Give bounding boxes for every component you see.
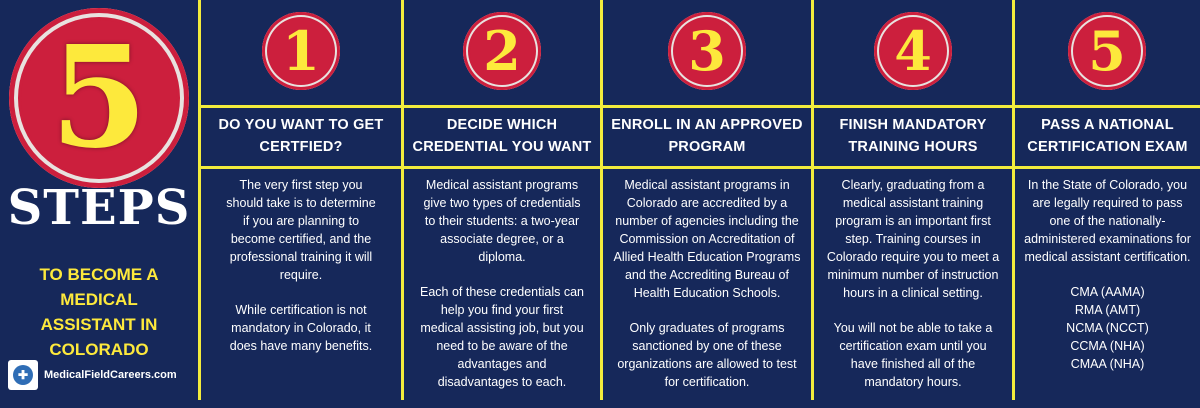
step-title: FINISH MANDATORY TRAINING HOURS: [839, 117, 987, 155]
step-paragraph: Medical assistant programs in Colorado are accredited by a number of agencies including the Commission on Accreditation of Allied Health Education Programs and the Accrediting Bureau of Health Education Schools.: [613, 178, 801, 300]
tagline: TO BECOME A MEDICAL ASSISTANT IN COLORADO: [39, 265, 159, 359]
brand-text: MedicalFieldCareers.com: [44, 369, 177, 381]
step-number-badge: [1068, 12, 1146, 90]
big-number-badge: [9, 8, 189, 188]
step-title: DECIDE WHICH CREDENTIAL YOU WANT: [412, 117, 592, 155]
step-paragraph: The very first step you should take is to determine if you are planning to become certified, and the professional training it will require.: [226, 178, 376, 282]
step-body: [826, 176, 1000, 408]
step-title: ENROLL IN AN APPROVED PROGRAM: [611, 117, 803, 155]
step-column-4: [814, 0, 1012, 400]
step-number: 1: [282, 19, 320, 83]
step-paragraph: You will not be able to take a certification exam until you have finished all of the mandatory hours.: [833, 321, 993, 389]
step-column-3: [603, 0, 811, 400]
step-title: PASS A NATIONAL CERTIFICATION EXAM: [1027, 117, 1188, 155]
step-paragraph: Only graduates of programs sanctioned by one of these organizations are allowed to test for certification.: [617, 321, 797, 389]
step-body: [1021, 176, 1194, 373]
big-number: 5: [50, 16, 148, 180]
step-body: [613, 176, 801, 408]
step-paragraph: Medical assistant programs give two types of credentials to their students: a two-year associate degree, or a diploma.: [423, 178, 581, 264]
certification-item: CMA (AAMA): [1070, 285, 1145, 299]
step-title: DO YOU WANT TO GET CERTFIED?: [218, 117, 384, 155]
step-number: 4: [894, 19, 932, 83]
step-paragraph: While certification is not mandatory in Colorado, it does have many benefits.: [229, 303, 373, 353]
step-number-badge: [668, 12, 746, 90]
step-paragraph: Each of these credentials can help you find your first medical assisting job, but you need to be aware of the advantages and disadvantages to each.: [420, 285, 584, 389]
certification-item: CMAA (NHA): [1070, 357, 1145, 371]
steps-heading: STEPS: [7, 180, 191, 236]
certification-list: [1021, 283, 1194, 373]
step-column-1: [201, 0, 401, 400]
certification-item: CCMA (NHA): [1070, 339, 1145, 353]
brand: [8, 358, 177, 392]
step-number-badge: [463, 12, 541, 90]
certification-item: NCMA (NCCT): [1066, 321, 1149, 335]
step-number-badge: [874, 12, 952, 90]
step-number-badge: [262, 12, 340, 90]
left-panel: [0, 0, 198, 400]
medical-logo-icon: ✚: [8, 360, 38, 390]
step-paragraph: In the State of Colorado, you are legally required to pass one of the nationally-administered examinations for medical assistant certification.: [1024, 178, 1191, 264]
step-column-2: [404, 0, 600, 400]
certification-item: RMA (AMT): [1074, 303, 1141, 317]
step-body: [418, 176, 586, 408]
step-number: 3: [688, 19, 726, 83]
step-body: [223, 176, 379, 372]
step-number: 5: [1088, 19, 1126, 83]
step-paragraph: Clearly, graduating from a medical assistant training program is an important first step. Training courses in Colorado require you to meet a minimum number of instruction hours in a clinical setting.: [826, 178, 1000, 300]
step-column-5: [1015, 0, 1200, 400]
step-number: 2: [483, 19, 521, 83]
